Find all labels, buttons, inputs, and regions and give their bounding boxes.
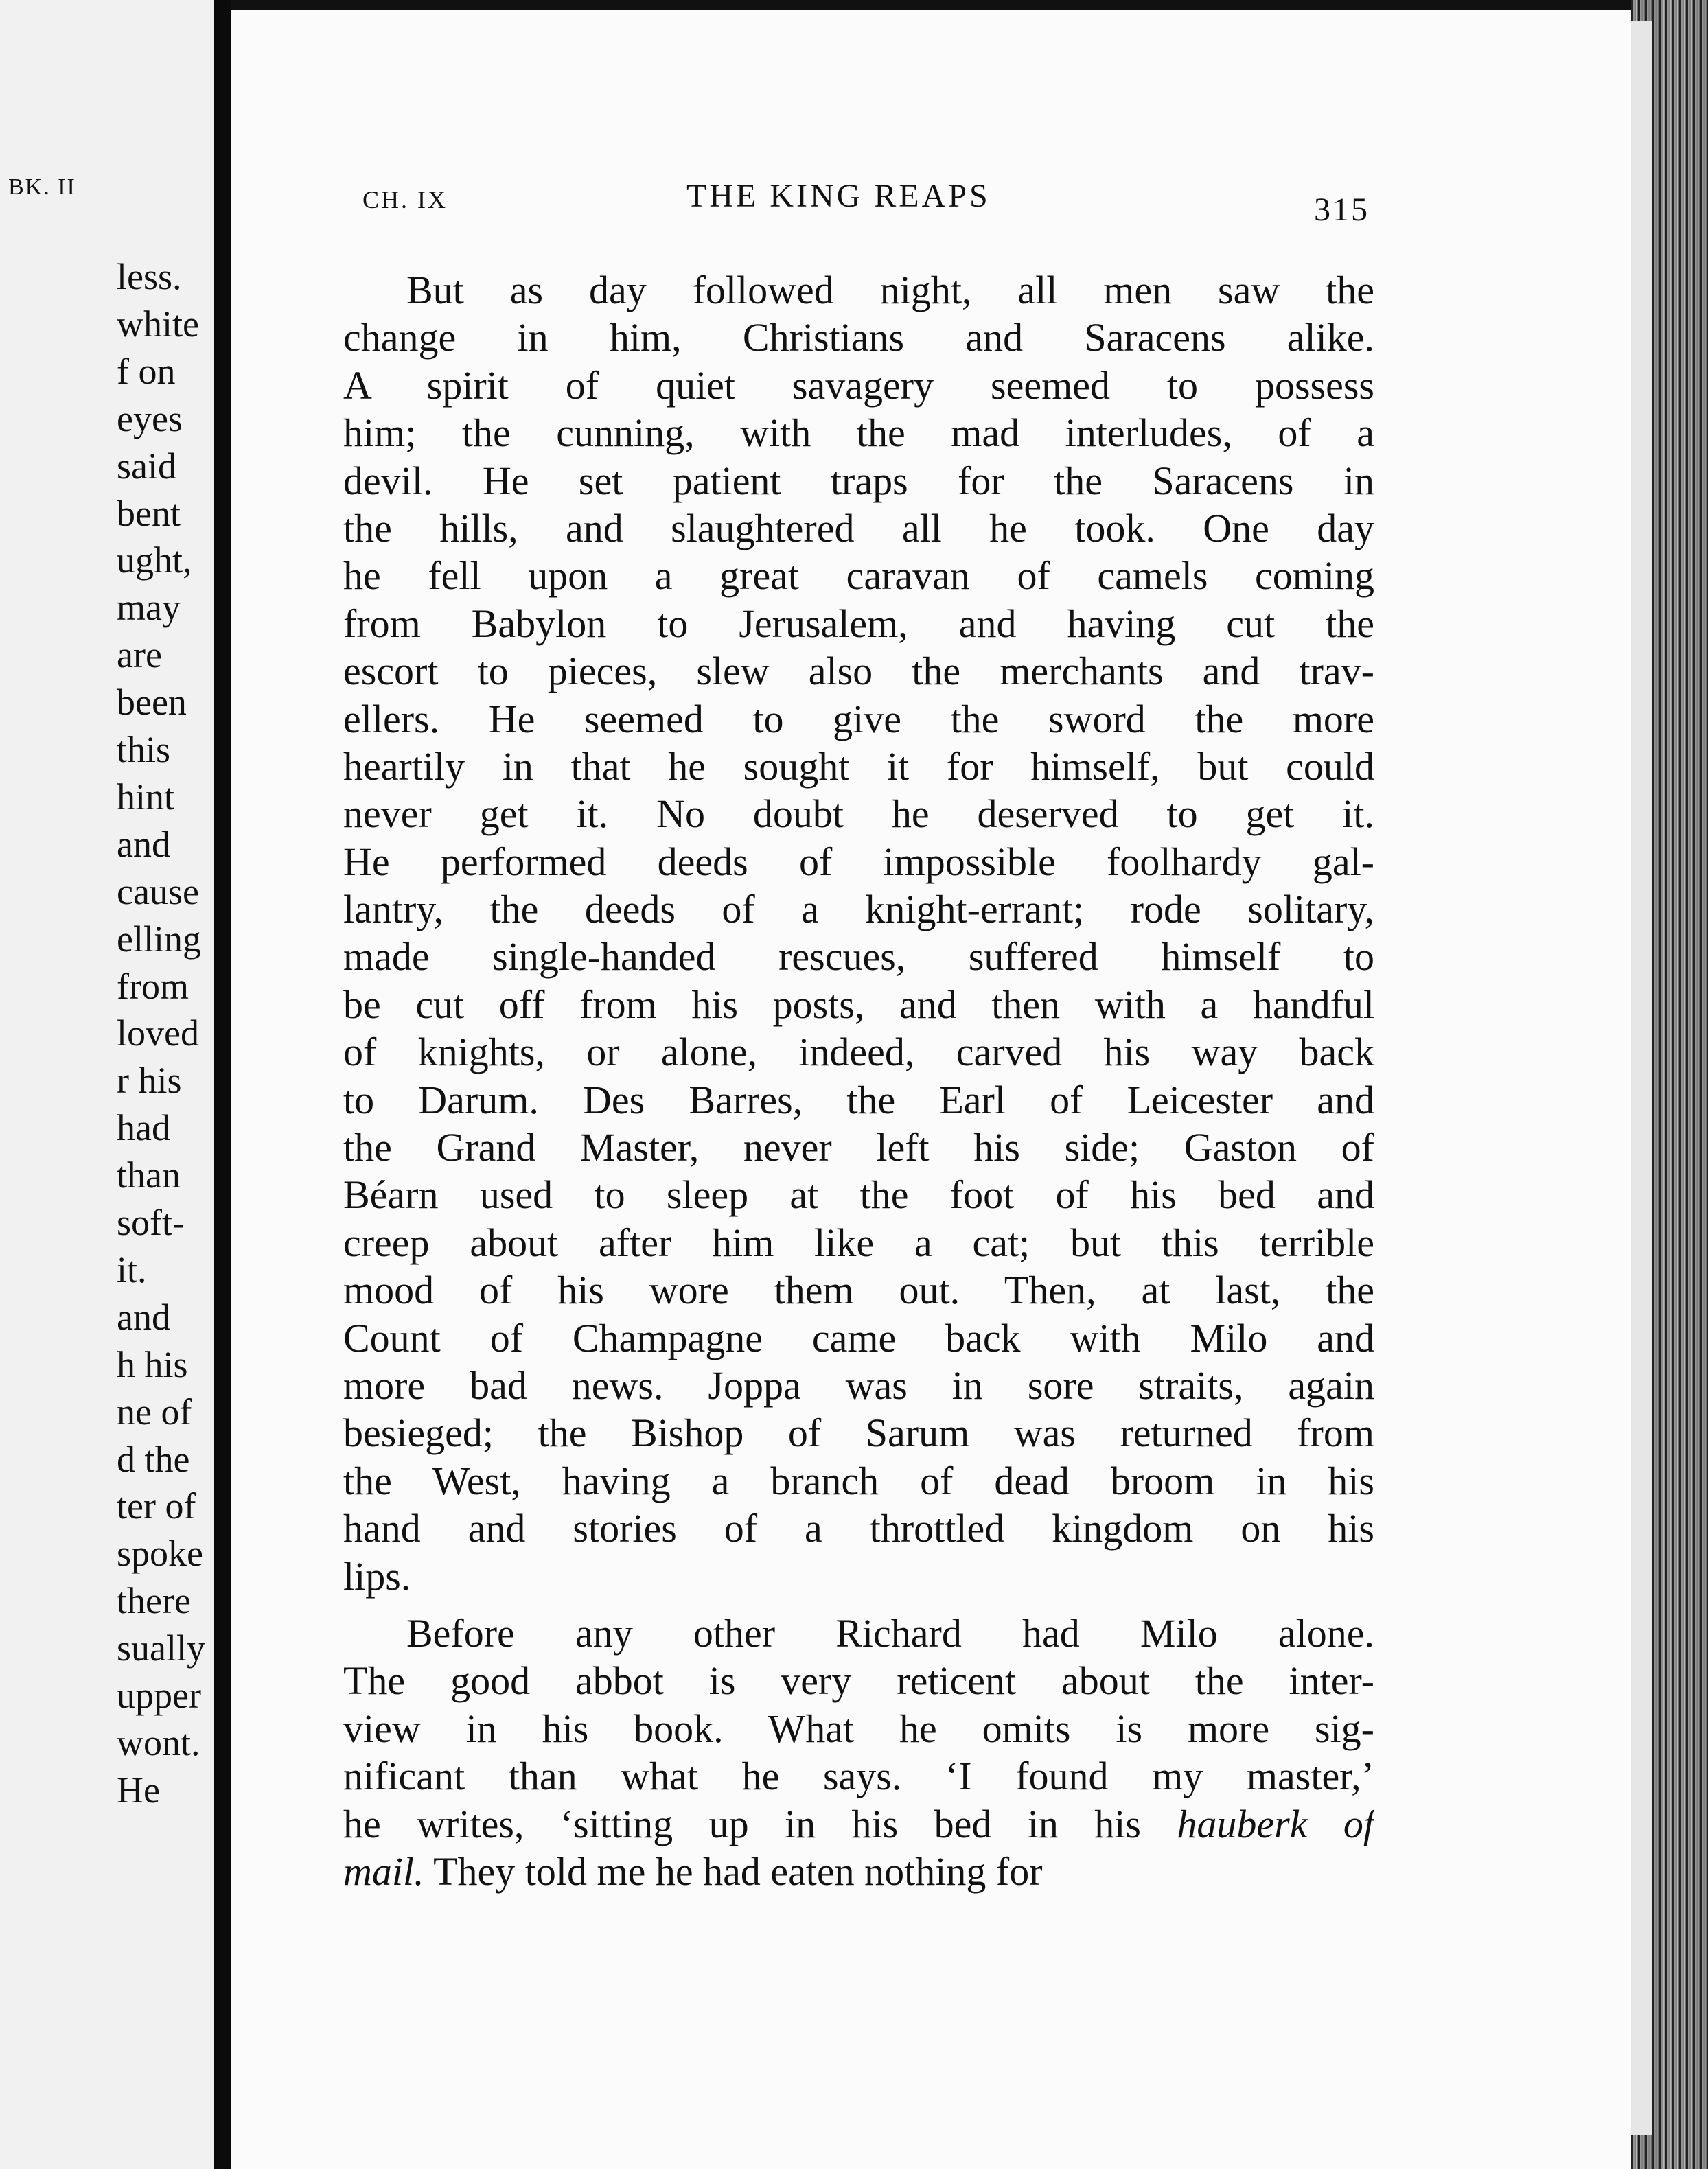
running-title: THE KING REAPS (686, 178, 991, 214)
text-line: lantry, the deeds of a knight-errant; rode solitary, (343, 887, 1374, 932)
text-line: view in his book. What he omits is more sig- (343, 1706, 1374, 1751)
chapter-label: CH. IX (362, 186, 448, 213)
left-page-line: there (117, 1580, 191, 1622)
left-page-line: f on (117, 350, 176, 392)
paragraph-gap (343, 1600, 1374, 1610)
left-page-line: eyes (117, 397, 183, 439)
page-number: 315 (1314, 192, 1370, 228)
text-line: be cut off from his posts, and then with a handful (343, 982, 1374, 1027)
left-page-line: sually (117, 1627, 205, 1669)
left-page-line: ne of (117, 1391, 192, 1433)
left-page-line: ter of (117, 1485, 196, 1527)
text-line: lips. (343, 1553, 411, 1599)
text-line: to Darum. Des Barres, the Earl of Leicester and (343, 1077, 1374, 1122)
left-page-line: and (117, 1296, 170, 1338)
left-page-header: BK. II (8, 174, 76, 200)
left-page-line: white (117, 303, 199, 345)
text-line: The good abbot is very reticent about the inter- (343, 1658, 1374, 1704)
text-line: Count of Champagne came back with Milo and (343, 1315, 1374, 1360)
text-line: He performed deeds of impossible foolhardy gal- (343, 839, 1374, 884)
left-page-line: d the (117, 1438, 190, 1480)
body-text (343, 266, 1374, 1895)
text-line: him; the cunning, with the mad interludes, of a (343, 410, 1374, 456)
left-page-line: are (117, 634, 162, 676)
left-page-line: cause (117, 870, 199, 912)
italic-phrase: mail. (343, 1848, 424, 1894)
text-line: mood of his wore them out. Then, at last, the (343, 1268, 1374, 1313)
left-page-line: r his (117, 1060, 182, 1102)
left-facing-page (0, 0, 218, 2169)
left-page-line: h his (117, 1343, 188, 1385)
text-line: A spirit of quiet savagery seemed to possess (343, 362, 1374, 408)
italic-phrase: hauberk of (1177, 1801, 1374, 1846)
left-page-line: soft- (117, 1202, 185, 1243)
left-page-line: bent (117, 492, 181, 534)
text-line: from Babylon to Jerusalem, and having cut the (343, 601, 1374, 646)
text-line: mail. They told me he had eaten nothing for (343, 1848, 1043, 1894)
text-line: he writes, ‘sitting up in his bed in his hauberk of (343, 1801, 1374, 1846)
text-line: the Grand Master, never left his side; Gaston of (343, 1125, 1374, 1170)
text-line: But as day followed night, all men saw the (406, 268, 1374, 312)
text-line: the hills, and slaughtered all he took. One day (343, 505, 1374, 550)
left-page-line: it. (117, 1249, 147, 1290)
left-page-line: said (117, 445, 176, 487)
left-page-line: wont. (117, 1721, 200, 1763)
left-page-line: elling (117, 918, 201, 960)
left-page-line: upper (117, 1675, 201, 1716)
text-line: escort to pieces, slew also the merchants and trav- (343, 649, 1374, 694)
paragraph-2 (343, 1610, 1374, 1895)
text-line: the West, having a branch of dead broom in his (343, 1458, 1374, 1503)
text-line: Before any other Richard had Milo alone. (406, 1610, 1374, 1656)
text-line: nificant than what he says. ‘I found my master,’ (343, 1754, 1374, 1799)
text-line: never get it. No doubt he deserved to get it. (343, 791, 1374, 837)
text-line: Béarn used to sleep at the foot of his bed and (343, 1172, 1374, 1218)
left-page-line: this (117, 729, 171, 770)
text-line: hand and stories of a throttled kingdom on his (343, 1506, 1374, 1551)
left-page-line: been (117, 682, 187, 723)
text-line: he fell upon a great caravan of camels coming (343, 553, 1374, 599)
text-line: ellers. He seemed to give the sword the more (343, 696, 1374, 741)
book-gutter (214, 0, 231, 2169)
text-line: made single-handed rescues, suffered himself to (343, 934, 1374, 979)
left-page-line: from (117, 965, 189, 1007)
paragraph-1 (343, 266, 1374, 1600)
left-page-line: loved (117, 1012, 199, 1054)
left-page-line: than (117, 1155, 181, 1196)
text-line: devil. He set patient traps for the Saracens in (343, 458, 1374, 503)
text-line: of knights, or alone, indeed, carved his way back (343, 1030, 1374, 1075)
page-top-edge (231, 0, 1708, 10)
left-page-line: spoke (117, 1533, 203, 1575)
left-page-line: had (117, 1107, 170, 1149)
left-page-line: ught, (117, 540, 192, 581)
left-page-line: may (117, 587, 181, 629)
paragraph-2-lines (343, 1610, 1374, 1800)
left-page-line: hint (117, 776, 175, 817)
text-line: besieged; the Bishop of Sarum was returned from (343, 1411, 1374, 1456)
text-line: more bad news. Joppa was in sore straits, again (343, 1362, 1374, 1408)
text-line: creep about after him like a cat; but this terrible (343, 1220, 1374, 1265)
text-line: change in him, Christians and Saracens alike. (343, 315, 1374, 360)
left-page-line: less. (117, 256, 182, 297)
page-edge-inner (1631, 21, 1652, 2135)
text-line: heartily in that he sought it for himself, but could (343, 743, 1374, 789)
left-page-line: He (117, 1769, 160, 1811)
left-page-line: and (117, 823, 170, 865)
